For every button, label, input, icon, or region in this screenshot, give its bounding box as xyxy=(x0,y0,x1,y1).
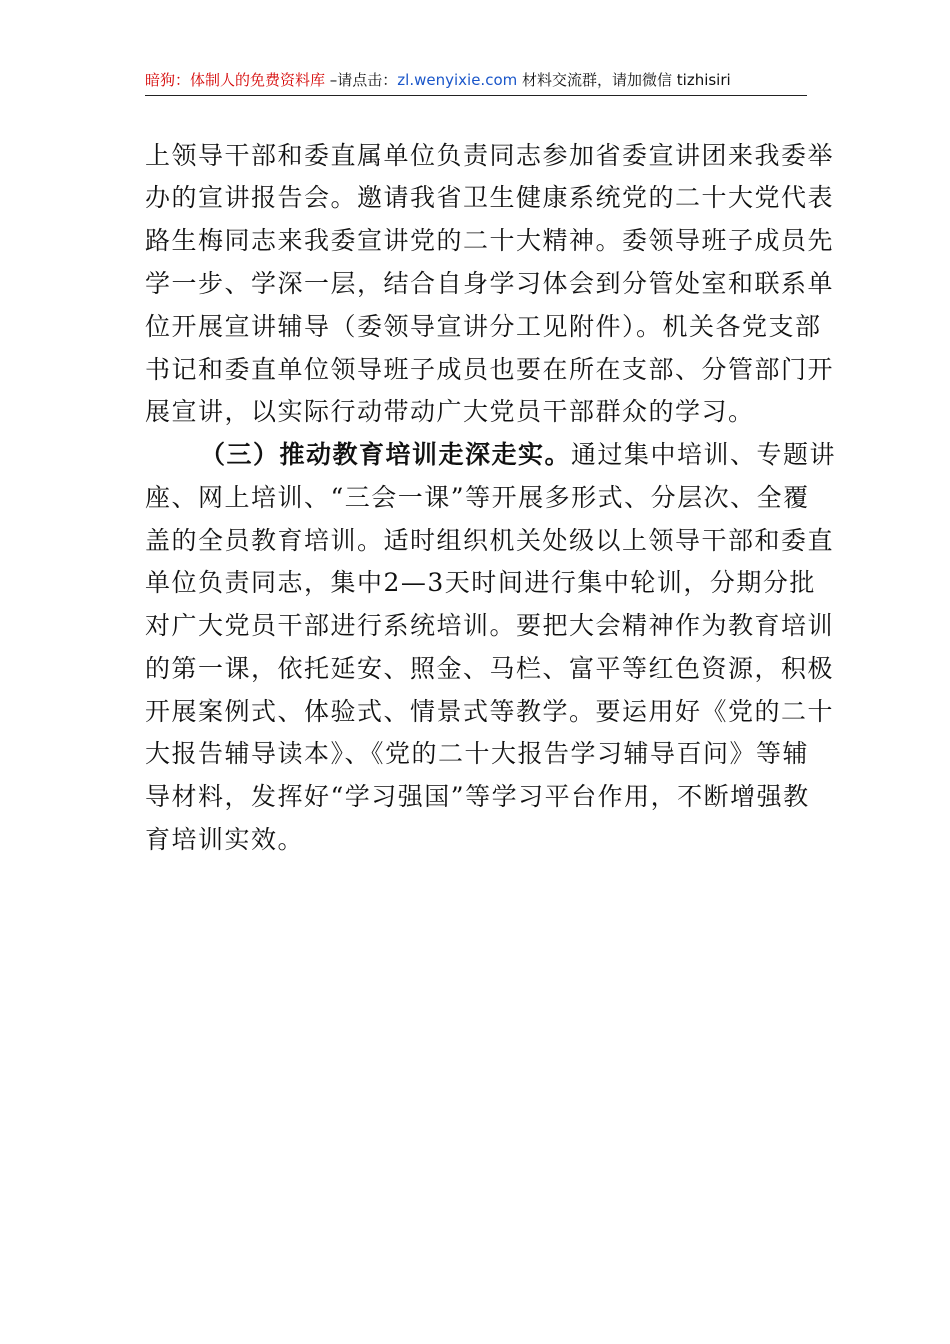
body-line: 盖的全员教育培训。适时组织机关处级以上领导干部和委直 xyxy=(145,526,835,555)
body-line: 办的宣讲报告会。邀请我省卫生健康系统党的二十大党代表 xyxy=(145,183,835,212)
body-line: 路生梅同志来我委宣讲党的二十大精神。委领导班子成员先 xyxy=(145,226,835,255)
header-url-link[interactable]: zl.wenyixie.com xyxy=(397,71,518,89)
body-line: 导材料，发挥好“学习强国”等学习平台作用，不断增强教 xyxy=(145,782,810,811)
header-click-prompt: –请点击： xyxy=(325,71,398,89)
body-line: 位开展宣讲辅导（委领导宣讲分工见附件）。机关各党支部 xyxy=(145,312,822,341)
body-line: 展宣讲，以实际行动带动广大党员干部群众的学习。 xyxy=(145,397,755,426)
body-line: 的第一课，依托延安、照金、马栏、富平等红色资源，积极 xyxy=(145,654,835,683)
section-3-heading: （三）推动教育培训走深走实。 xyxy=(200,440,572,469)
body-line: 书记和委直单位领导班子成员也要在所在支部、分管部门开 xyxy=(145,355,835,384)
body-line: 单位负责同志，集中2—3天时间进行集中轮训，分期分批 xyxy=(145,568,816,597)
body-line: 育培训实效。 xyxy=(145,825,305,854)
body-line: 大报告辅导读本》、《党的二十大报告学习辅导百问》等辅 xyxy=(145,739,810,768)
body-line: 上领导干部和委直属单位负责同志参加省委宣讲团来我委举 xyxy=(145,141,835,170)
section-3-first-line-text: 通过集中培训、专题讲 xyxy=(571,440,837,469)
header-divider xyxy=(145,95,807,96)
header-group-text: 材料交流群，请加微信 tizhisiri xyxy=(517,71,731,89)
section-3-first-line xyxy=(200,435,837,475)
header-site-name: 暗狗：体制人的免费资料库 xyxy=(145,71,326,89)
page-header xyxy=(145,66,807,94)
body-line: 对广大党员干部进行系统培训。要把大会精神作为教育培训 xyxy=(145,611,835,640)
body-line: 座、网上培训、“三会一课”等开展多形式、分层次、全覆 xyxy=(145,483,810,512)
body-line: 学一步、学深一层，结合自身学习体会到分管处室和联系单 xyxy=(145,269,835,298)
body-line: 开展案例式、体验式、情景式等教学。要运用好《党的二十 xyxy=(145,697,835,726)
